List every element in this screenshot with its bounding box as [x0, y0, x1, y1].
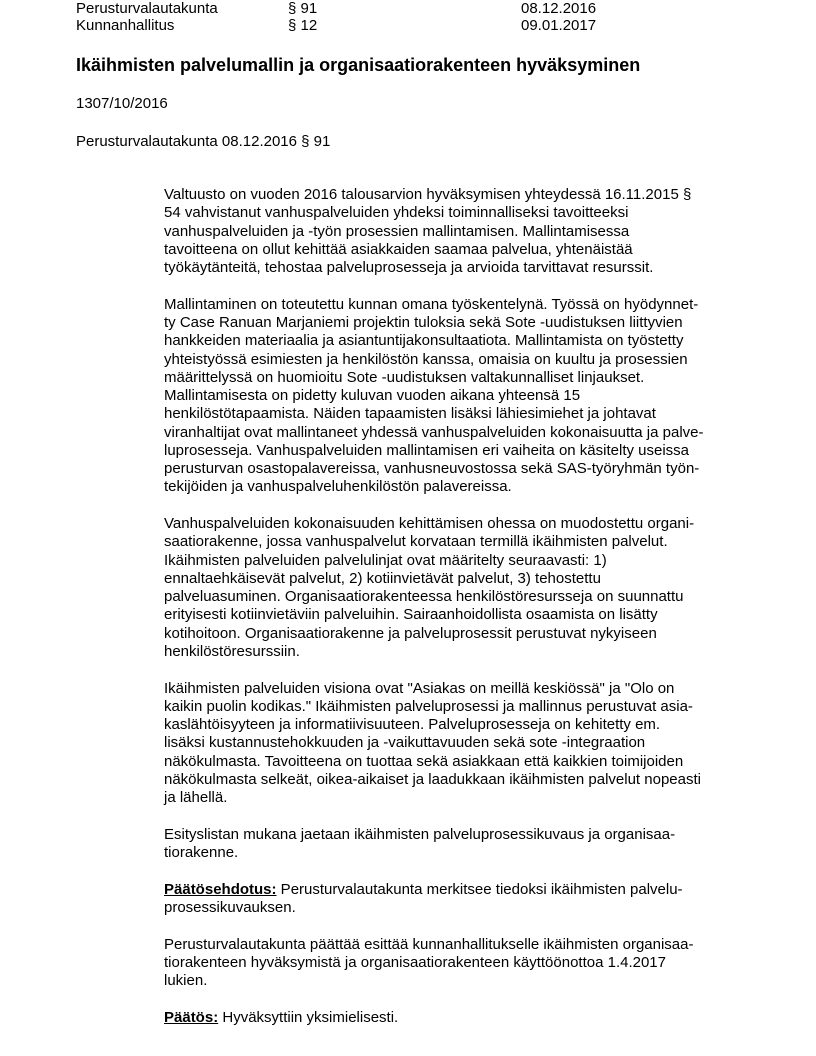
decision — [164, 1009, 764, 1027]
reference-number: 1307/10/2016 — [76, 95, 168, 112]
decision-proposal — [164, 881, 764, 918]
text-line: ja lähellä. — [164, 789, 228, 806]
text-line: kotihoitoon. Organisaatiorakenne ja palveluprosessit perustuvat nykyiseen — [164, 624, 657, 642]
text-line — [164, 1009, 764, 1027]
text-line: Ikäihmisten palveluiden visiona ovat "Asiakas on meillä keskiössä" ja "Olo on — [164, 679, 675, 697]
text-line: henkilöstöresurssiin. — [164, 642, 300, 660]
text-line: ty Case Ranuan Marjaniemi projektin tuloksia sekä Sote -uudistuksen liittyvien — [164, 314, 683, 331]
meeting-line: Perusturvalautakunta 08.12.2016 § 91 — [76, 133, 331, 150]
text-line: Valtuusto on vuoden 2016 talousarvion hyväksymisen yhteydessä 16.11.2015 § — [164, 186, 692, 203]
text-line: henkilöstötapaamista. Näiden tapaamisten lisäksi lähiesimiehet ja johtavat — [164, 405, 656, 423]
text-line: Mallintaminen on toteutettu kunnan omana työskentelynä. Työssä on hyödynnet- — [164, 295, 699, 313]
document-title: Ikäihmisten palvelumallin ja organisaatiorakenteen hyväksyminen — [76, 55, 641, 75]
section-number: § 12 — [288, 17, 318, 34]
text-line: tekijöiden ja vanhuspalveluhenkilöstön palavereissa. — [164, 478, 512, 496]
body-text — [164, 186, 764, 1046]
text-line: erityisesti kotiinvietäviin palveluihin. Sairaanhoidollista osaamista on lisätty — [164, 606, 658, 624]
decision-label: Päätös: — [164, 1009, 219, 1026]
text-line: työkäytänteitä, tehostaa palveluprosesseja ja arvioida tarvittavat resurssit. — [164, 259, 654, 276]
meeting-date: 09.01.2017 — [521, 17, 597, 34]
proposal-label: Päätösehdotus: — [164, 880, 277, 898]
text-line: 54 vahvistanut vanhuspalveluiden yhdeksi toiminnalliseksi tavoitteeksi — [164, 204, 629, 222]
paragraph-3 — [164, 515, 764, 661]
text-line: tiorakenteen hyväksymistä ja organisaatiorakenteen käyttöönottoa 1.4.2017 — [164, 954, 666, 971]
text-line: Mallintamisesta on pidetty kuluvan vuoden aikana yhteensä 15 — [164, 387, 581, 404]
text-line: näkökulmasta selkeät, oikea-aikaiset ja laadukkaan ikäihmisten palvelut nopeasti — [164, 770, 701, 788]
proposal-continuation — [164, 936, 764, 991]
text-line: Perusturvalautakunta päättää esittää kunnanhallitukselle ikäihmisten organisaa- — [164, 935, 694, 953]
text-line: palveluasuminen. Organisaatiorakenteessa henkilöstöresursseja on suunnattu — [164, 588, 684, 605]
text-line: hankkeiden materiaalia ja asiantuntijakonsultaatiota. Mallintamista on työstetty — [164, 332, 684, 350]
paragraph-1 — [164, 186, 764, 277]
committee-name: Perusturvalautakunta — [76, 0, 218, 17]
text-line: vanhuspalveluiden ja -työn prosessien mallintamisen. Mallintamisessa — [164, 222, 630, 240]
text-line: viranhaltijat ovat mallintaneet yhdessä vanhuspalveluiden kokonaisuutta ja palve- — [164, 423, 704, 441]
text-line: perusturvan osastopalavereissa, vanhusneuvostossa sekä SAS-työryhmän työn- — [164, 460, 700, 477]
text-line: kaikin puolin kodikas." Ikäihmisten palveluprosessi ja mallinnus perustuvat asia- — [164, 697, 693, 715]
text-line: yhteistyössä esimiesten ja henkilöstön kanssa, omaisia on kuultu ja prosessien — [164, 350, 688, 368]
paragraph-4 — [164, 680, 764, 808]
text-line: saatiorakenne, jossa vanhuspalvelut korvataan termillä ikäihmisten palvelut. — [164, 533, 668, 551]
text-line: tavoitteena on ollut kehittää asiakkaiden saamaa palvelua, yhtenäistää — [164, 240, 633, 258]
text-line: Vanhuspalveluiden kokonaisuuden kehittämisen ohessa on muodostettu organi- — [164, 515, 695, 532]
text-line: kaslähtöisyyteen ja informatiivisuuteen. Palveluprosesseja on kehitetty em. — [164, 716, 661, 733]
text-line: tiorakenne. — [164, 844, 239, 861]
paragraph-2 — [164, 296, 764, 497]
text-line — [164, 881, 764, 899]
text-line: prosessikuvauksen. — [164, 899, 296, 916]
text-line: luprosesseja. Vanhuspalveluiden mallintamisen eri vaiheita on käsitelty useissa — [164, 441, 690, 459]
committee-name: Kunnanhallitus — [76, 17, 175, 34]
decision-text: Hyväksyttiin yksimielisesti. — [218, 1009, 399, 1026]
paragraph-5 — [164, 826, 764, 863]
text-line: ennaltaehkäisevät palvelut, 2) kotiinvietävät palvelut, 3) tehostettu — [164, 569, 601, 587]
text-line: lukien. — [164, 972, 208, 990]
text-line: määrittelyssä on huomioitu Sote -uudistuksen valtakunnalliset linjaukset. — [164, 368, 645, 386]
meeting-date: 08.12.2016 — [521, 0, 597, 17]
text-line: Ikäihmisten palveluiden palvelulinjat ovat määritelty seuraavasti: 1) — [164, 551, 607, 569]
text-line: lisäksi kustannustehokkuuden ja -vaikuttavuuden sekä sote -integraation — [164, 734, 646, 752]
section-number: § 91 — [288, 0, 318, 17]
text-line: näkökulmasta. Tavoitteena on tuottaa sekä asiakkaan että kaikkien toimijoiden — [164, 752, 684, 770]
text-line: Esityslistan mukana jaetaan ikäihmisten palveluprosessikuvaus ja organisaa- — [164, 825, 676, 843]
proposal-text: Perusturvalautakunta merkitsee tiedoksi ikäihmisten palvelu- — [276, 880, 683, 898]
